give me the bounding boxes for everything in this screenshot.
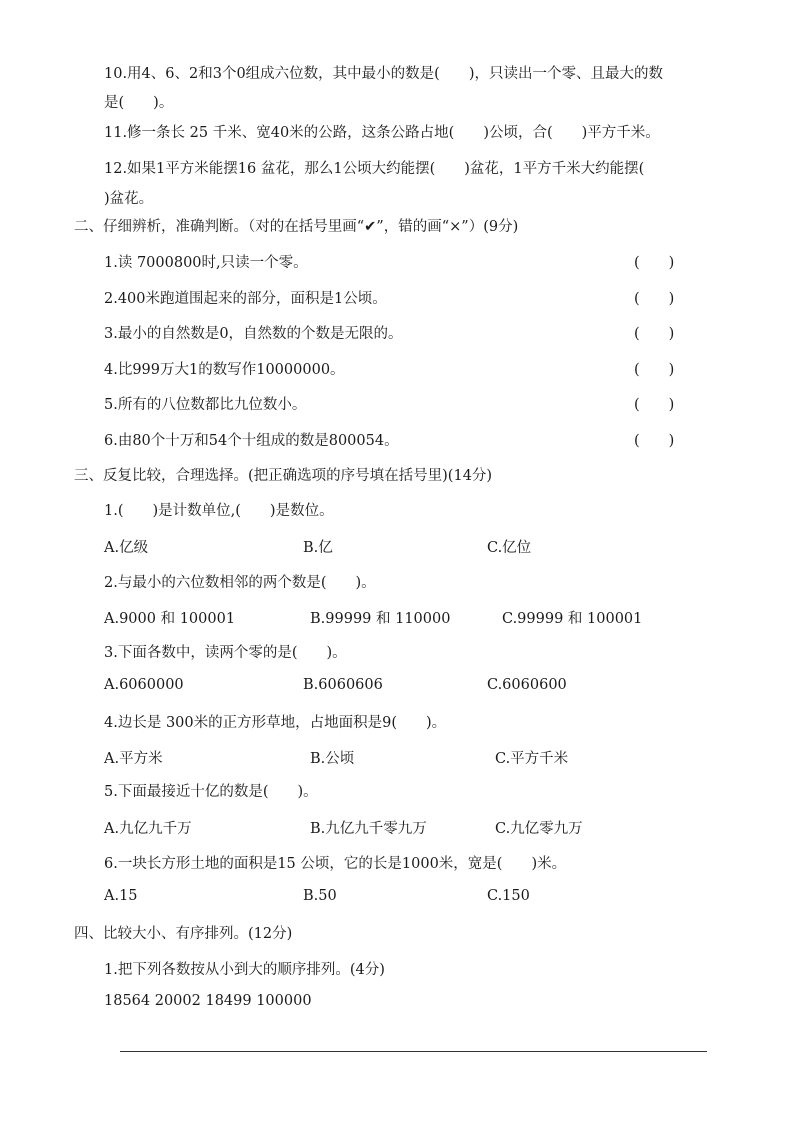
choice-6-option-a[interactable]: A.15: [104, 888, 138, 904]
choice-2-option-b[interactable]: B.99999 和 110000: [310, 611, 451, 627]
choice-question-5: 5.下面最接近十亿的数是( )。: [104, 784, 318, 800]
question-12-line1: 12.如果1平方米能摆16 盆花，那么1公顷大约能摆( )盆花，1平方千米大约能摆(: [104, 161, 645, 177]
judge-item-5: 5.所有的八位数都比九位数小。: [104, 397, 307, 413]
choice-2-option-a[interactable]: A.9000 和 100001: [104, 611, 236, 627]
question-11: 11.修一条长 25 千米、宽40米的公路，这条公路占地( )公顷，合( )平方千米。: [104, 125, 660, 141]
choice-1-option-b[interactable]: B.亿: [303, 540, 333, 556]
choice-question-2: 2.与最小的六位数相邻的两个数是( )。: [104, 575, 376, 591]
judge-bracket-5[interactable]: ( ): [634, 397, 675, 413]
judge-item-3: 3.最小的自然数是0，自然数的个数是无限的。: [104, 326, 403, 342]
choice-5-option-b[interactable]: B.九亿九千零九万: [310, 821, 427, 837]
judge-bracket-2[interactable]: ( ): [634, 291, 675, 307]
choice-4-option-b[interactable]: B.公顷: [310, 751, 355, 767]
choice-5-option-a[interactable]: A.九亿九千万: [104, 821, 192, 837]
judge-bracket-1[interactable]: ( ): [634, 255, 675, 271]
question-12-line2: )盆花。: [104, 191, 154, 207]
judge-bracket-3[interactable]: ( ): [634, 326, 675, 342]
choice-question-4: 4.边长是 300米的正方形草地，占地面积是9( )。: [104, 715, 447, 731]
choice-question-1: 1.( )是计数单位,( )是数位。: [104, 503, 334, 519]
choice-4-option-c[interactable]: C.平方千米: [495, 751, 569, 767]
judge-item-6: 6.由80个十万和54个十组成的数是800054。: [104, 433, 399, 449]
choice-1-option-a[interactable]: A.亿级: [104, 540, 149, 556]
choice-1-option-c[interactable]: C.亿位: [487, 540, 532, 556]
section-3-title: 三、反复比较，合理选择。(把正确选项的序号填在括号里)(14分): [74, 468, 493, 484]
answer-line[interactable]: [120, 1051, 707, 1052]
section-4-title: 四、比较大小、有序排列。(12分): [74, 926, 293, 942]
question-10-line1: 10.用4、6、2和3个0组成六位数，其中最小的数是( )，只读出一个零、且最大的数: [104, 66, 663, 82]
judge-item-4: 4.比999万大1的数写作10000000。: [104, 362, 345, 378]
judge-item-1: 1.读 7000800时,只读一个零。: [104, 255, 308, 271]
ordering-numbers: 18564 20002 18499 100000: [104, 993, 312, 1009]
choice-2-option-c[interactable]: C.99999 和 100001: [502, 611, 643, 627]
choice-question-3: 3.下面各数中，读两个零的是( )。: [104, 645, 347, 661]
choice-3-option-c[interactable]: C.6060600: [487, 677, 567, 693]
choice-6-option-c[interactable]: C.150: [487, 888, 530, 904]
judge-bracket-6[interactable]: ( ): [634, 433, 675, 449]
judge-bracket-4[interactable]: ( ): [634, 362, 675, 378]
judge-item-2: 2.400米跑道围起来的部分，面积是1公顷。: [104, 291, 387, 307]
section-2-title: 二、仔细辨析，准确判断。（对的在括号里画“✔”，错的画“×”）(9分): [74, 219, 519, 235]
ordering-question-1: 1.把下列各数按从小到大的顺序排列。(4分): [104, 962, 385, 978]
choice-6-option-b[interactable]: B.50: [303, 888, 337, 904]
choice-5-option-c[interactable]: C.九亿零九万: [495, 821, 583, 837]
question-10-line2: 是( )。: [104, 95, 174, 111]
choice-4-option-a[interactable]: A.平方米: [104, 751, 163, 767]
choice-3-option-a[interactable]: A.6060000: [104, 677, 184, 693]
choice-3-option-b[interactable]: B.6060606: [303, 677, 383, 693]
choice-question-6: 6.一块长方形土地的面积是15 公顷，它的长是1000米，宽是( )米。: [104, 856, 567, 872]
